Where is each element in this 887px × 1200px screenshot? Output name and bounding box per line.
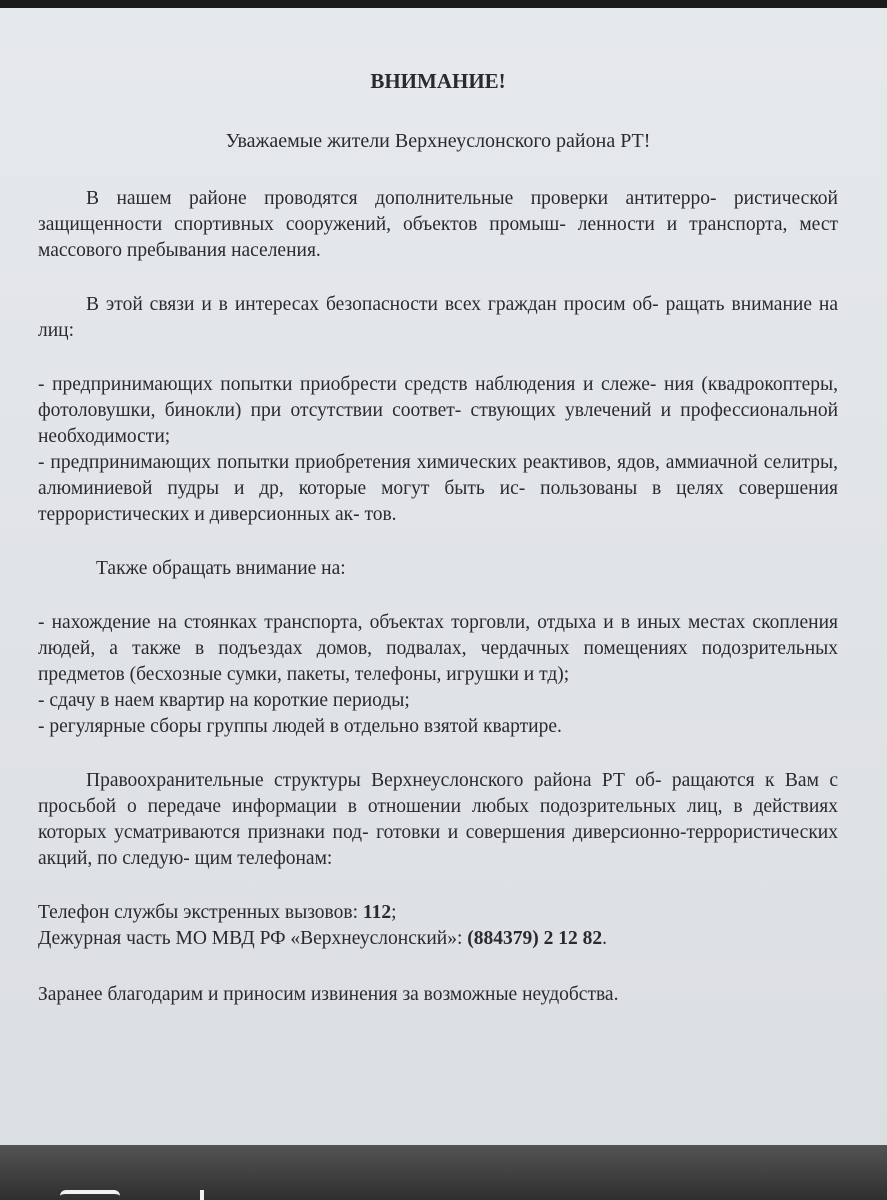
paragraph-attention: В этой связи и в интересах безопасности всех граждан просим об- ращать внимание на лиц: <box>38 294 838 341</box>
bottom-overlay-bar <box>0 1145 887 1200</box>
notice-document <box>38 68 838 1008</box>
paper-sheet <box>0 8 887 1145</box>
contact-duty-suffix: . <box>602 928 608 949</box>
contact-emergency-suffix: ; <box>391 902 397 923</box>
list-item: - предпринимающих попытки приобрести средств наблюдения и слеже- ния (квадрокоптеры, фотоловушки, бинокли) при отсутствии соответ- ствующих увлечений и профессиональной необходимости; <box>38 374 838 447</box>
contact-duty <box>38 926 838 952</box>
suspicious-persons-list <box>38 372 838 528</box>
emergency-phone-number: 112 <box>362 902 392 923</box>
list-item: - сдачу в наем квартир на короткие периоды; <box>38 690 410 711</box>
top-border <box>0 0 887 8</box>
list-item: - нахождение на стоянках транспорта, объектах торговли, отдыха и в иных местах скопления людей, а также в подъездах домов, подвалах, чердачных помещениях подозрительных предметов (бесхозные сумки, пакеты, телефоны, игрушки и тд); <box>38 612 838 685</box>
contact-emergency <box>38 900 838 926</box>
overlay-glyph <box>60 1190 120 1200</box>
list-item: - регулярные сборы группы людей в отдельно взятой квартире. <box>38 716 562 737</box>
also-heading: Также обращать внимание на: <box>96 558 346 579</box>
suspicious-items-list <box>38 610 838 740</box>
contact-duty-label: Дежурная часть МО МВД РФ «Верхнеуслонский»: <box>38 928 468 949</box>
thanks-line: Заранее благодарим и приносим извинения за возможные неудобства. <box>38 984 619 1005</box>
notice-greeting: Уважаемые жители Верхнеуслонского района РТ! <box>225 130 651 152</box>
duty-phone-number: (884379) 2 12 82 <box>467 928 603 949</box>
list-item: - предпринимающих попытки приобретения химических реактивов, ядов, аммиачной селитры, алюминиевой пудры и др, которые могут быть ис- пользованы в целях совершения террористических и диверсионных ак- тов. <box>38 452 838 525</box>
contact-block <box>38 900 838 952</box>
notice-title: ВНИМАНИЕ! <box>370 69 506 93</box>
paragraph-checks: В нашем районе проводятся дополнительные проверки антитерро- ристической защищенности спортивных сооружений, объектов промыш- ленности и транспорта, мест массового пребывания населения. <box>38 188 838 261</box>
contact-emergency-label: Телефон службы экстренных вызовов: <box>38 902 363 923</box>
paragraph-request: Правоохранительные структуры Верхнеуслонского района РТ об- ращаются к Вам с просьбой о передаче информации в отношении любых подозрительных лиц, в действиях которых усматриваются признаки под- готовки и совершения диверсионно-террористических акций, по следую- щим телефонам: <box>38 770 838 869</box>
overlay-glyph <box>200 1190 204 1200</box>
